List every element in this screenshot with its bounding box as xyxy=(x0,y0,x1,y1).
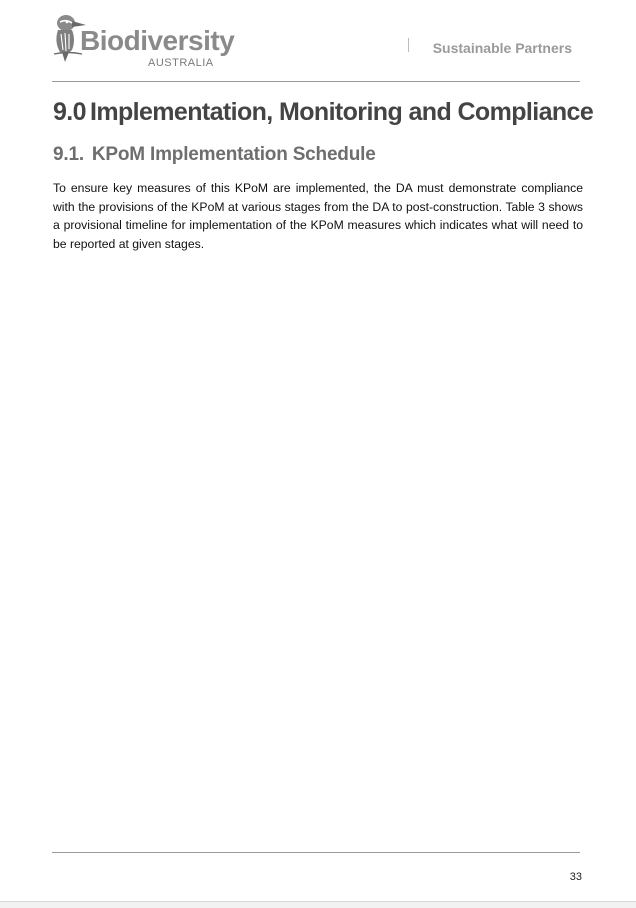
page-header xyxy=(52,10,582,82)
section-number: 9.0 xyxy=(53,98,86,126)
footer-rule xyxy=(52,852,580,853)
section-heading xyxy=(53,96,594,128)
subsection-number: 9.1. xyxy=(53,144,84,165)
header-rule xyxy=(52,81,580,82)
body-paragraph: To ensure key measures of this KPoM are implemented, the DA must demonstrate compliance with the provisions of the KPoM at various stages from the DA to post-construction. Table 3 shows a provisional timeline for implementation of the KPoM measures which indicates what will need to be reported at given stages. xyxy=(53,181,583,251)
logo-subtitle: AUSTRALIA xyxy=(148,57,214,69)
page-number: 33 xyxy=(569,871,582,883)
logo-wordmark: Biodiversity xyxy=(80,25,235,56)
section-title: Implementation, Monitoring and Compliance xyxy=(89,98,594,126)
subsection-heading xyxy=(53,142,581,168)
partner-tagline: Sustainable Partners xyxy=(432,40,572,56)
biodiversity-australia-logo xyxy=(52,12,242,72)
subsection-title: KPoM Implementation Schedule xyxy=(91,144,376,165)
header-divider xyxy=(408,38,409,52)
